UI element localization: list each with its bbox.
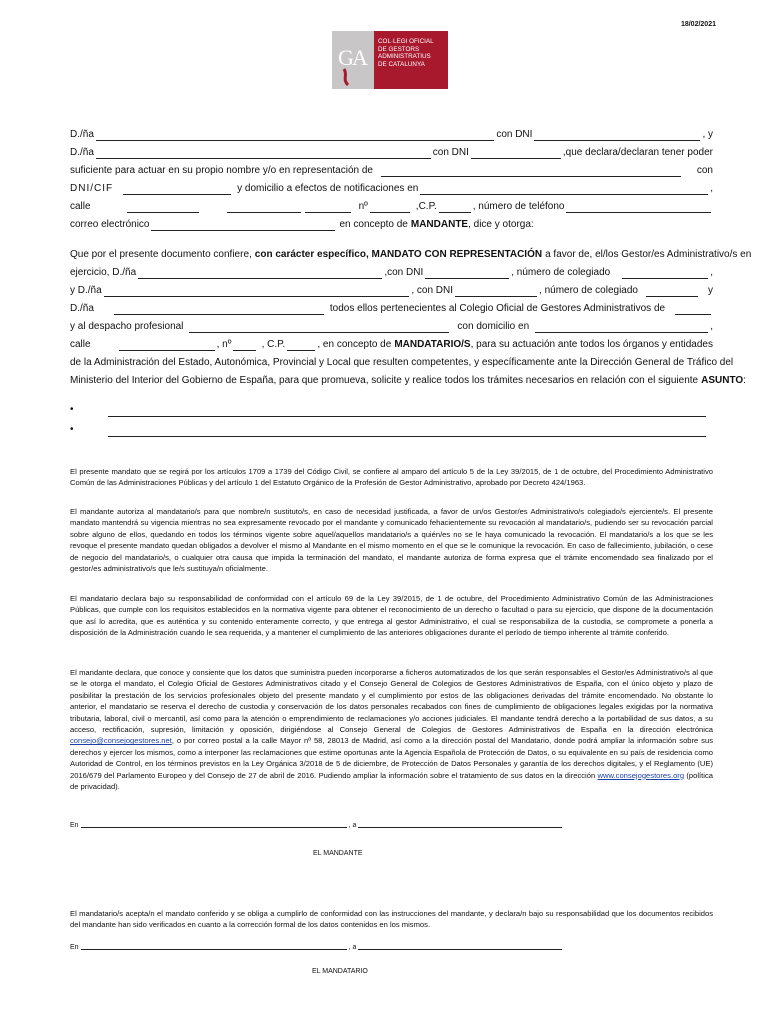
legal-paragraph-4 (70, 667, 713, 792)
form-row (70, 282, 713, 300)
field-label: , y (702, 129, 713, 140)
gestor-name-field[interactable] (138, 268, 382, 279)
asunto-item (70, 420, 713, 440)
field-label: , con DNI (411, 285, 454, 296)
text: Que por el presente documento confiere, (70, 249, 252, 260)
field-label: , número de colegiado (539, 285, 638, 296)
website-link[interactable]: www.consejogestores.org (597, 770, 685, 780)
form-row (70, 246, 752, 264)
form-row (70, 264, 713, 282)
field-label: , número de teléfono (472, 201, 565, 212)
address-field[interactable] (420, 184, 708, 195)
field-label: , a (348, 944, 357, 951)
logo-text: COL·LEGI OFICIAL DE GESTORS ADMINISTRATIUS DE CATALUNYA (374, 31, 448, 89)
field-label: en concepto de (339, 219, 408, 230)
asunto-list (70, 400, 713, 440)
date-field[interactable] (358, 942, 562, 950)
field-label: , número de colegiado (511, 267, 611, 278)
field-label: , nº (216, 339, 232, 350)
field-label: ,que declara/declaran tener poder (562, 147, 713, 158)
svg-text:A: A (352, 45, 368, 70)
field-label: y domicilio a efectos de notificaciones en (237, 183, 419, 194)
mandante-signature-label: EL MANDANTE (313, 850, 363, 857)
field-label: , dice y otorga: (468, 219, 534, 230)
text: El mandante declara, que conoce y consiente que los datos que suministra pueden incorporarse a ficheros automatizados de los que serán responsables el Gestor/es Administrativo/s al que se le otorga el mandato, el Colegio Oficial de Gestores Administrativos citado y el Consejo General de Colegios de Gestores Administrativos de España, con el único objeto y plazo de posibilitar la prestación de los servicios profesionales objeto del presente mandato y el cumplimiento por estos de las obligaciones derivadas del trámite encomendado. No obstante lo anterior, el mandatario se reserva el derecho de custodia y conservación de los datos personales recabados con fines de cumplimiento de obligaciones legales exigidas por la normativa tributaria, laboral, civil o mercantil, así como para la atención o emprendimiento de reclamaciones y/o acciones judiciales. El mandante tendrá derecho a la portabilidad de sus datos, a su acceso, rectificación, supresión, limitación y oposición, dirigiéndose al Consejo General de Colegios de Gestores Administrativos de España en la dirección electrónica (70, 668, 713, 735)
form-row (70, 216, 713, 234)
text-line: de la Administración del Estado, Autonómica, Provincial y Local que resulten competentes, y específicamente ante la Dirección General de Tráfico del (70, 357, 734, 368)
field-label: suficiente para actuar en su propio nombre y/o en representación de (70, 165, 373, 176)
form-row (70, 180, 713, 198)
mandante-label: MANDANTE (410, 219, 469, 230)
field-label: , C.P. (261, 339, 286, 350)
text: Ministerio del Interior del Gobierno de España, para que promueva, solicite y realice todos los trámites necesarios en relación con el siguiente (70, 375, 699, 386)
mandato-section (70, 246, 752, 390)
street-field[interactable] (227, 202, 301, 213)
field-label: calle (70, 201, 91, 212)
legal-paragraph-2: El mandante autoriza al mandatario/s para que nombre/n sustituto/s, en caso de necesidad justificada, a favor de un/os Gestor/es Administrativo/s colegiado/s ejerciente/s. El presente mandato mantendrá su vigencia mientras no sea expresamente revocado por el mandante y comunicado fehacientemente su revocación al mandatario/s, pudiendo ser su revocación parcial sobre alguno de ellos, quedando en todos los términos vigente sobre aquel/aquellos mandatario/s a quién/es no se le haya comunicado la revocación. El mandatario/s a los que se les revoque el presente mandato quedan obligados a devolver el mismo al Mandante en el mismo momento en el que se le comunique la revocación. En caso de fallecimiento, jubilación, o cese de negocio del mandatario/s, o cualquier otra causa que impida la terminación del mandato, el mandante autoriza de forma expresa que el trámite encomendado sea finalizado por el gestor/es administrativo/s que le/s sustituya/n oficialmente. (70, 507, 713, 574)
place-field[interactable] (81, 942, 347, 950)
address-field[interactable] (535, 322, 708, 333)
text: : (743, 375, 746, 386)
mandatarios-label: MANDATARIO/S (394, 339, 471, 350)
asunto-field[interactable] (108, 426, 706, 437)
field-label: calle (70, 339, 91, 350)
postal-code-field[interactable] (287, 340, 315, 351)
email-field[interactable] (151, 220, 335, 231)
number-field[interactable] (233, 340, 255, 351)
form-row (70, 126, 713, 144)
colegio-field[interactable] (675, 304, 711, 315)
form-row (70, 198, 713, 216)
gestor-name-field[interactable] (114, 304, 324, 315)
field-label: DNI/CIF (70, 183, 114, 194)
field-label: con DNI (496, 129, 533, 140)
field-label: con domicilio en (457, 321, 530, 332)
dni-field[interactable] (425, 268, 509, 279)
street-field[interactable] (127, 202, 199, 213)
representation-field[interactable] (381, 166, 681, 177)
mandante-section (70, 126, 713, 234)
field-label: nº (358, 201, 368, 212)
colegiado-field[interactable] (622, 268, 708, 279)
field-label: En (70, 822, 79, 829)
field-label: En (70, 944, 79, 951)
text: , para su actuación ante todos los órganos y entidades (470, 339, 713, 350)
street-field[interactable] (119, 340, 215, 351)
bullet: • (70, 424, 74, 435)
comma: , (710, 267, 713, 278)
email-link[interactable]: consejo@consejogestores.net (70, 736, 172, 746)
text: a favor de, el/los Gestor/es Administrativo/s en (545, 249, 752, 260)
svg-text:G: G (338, 45, 354, 70)
form-row (70, 144, 713, 162)
form-row (70, 318, 713, 336)
field-label: , a (348, 822, 357, 829)
field-label: , en concepto de (317, 339, 392, 350)
college-logo (332, 31, 448, 89)
comma: , (710, 183, 713, 194)
form-row (70, 162, 713, 180)
asunto-field[interactable] (108, 406, 706, 417)
dni-field[interactable] (455, 286, 537, 297)
number-field[interactable] (370, 202, 410, 213)
name-field[interactable] (96, 148, 431, 159)
legal-paragraph-1: El presente mandato que se regirá por los artículos 1709 a 1739 del Código Civil, se confiere al amparo del artículo 5 de la Ley 39/2015, de 1 de octubre, del Procedimiento Administrativo Común de las Administraciones Públicas y del artículo 1 del Estatuto Orgánico de la Profesión de Gestor Administrativo, aprobado por Decreto 424/1963. (70, 467, 713, 488)
dnicif-field[interactable] (123, 184, 231, 195)
field-label: con (696, 165, 713, 176)
bullet: • (70, 404, 74, 415)
field-label: ejercicio, D./ña (70, 267, 137, 278)
gestor-name-field[interactable] (104, 286, 410, 297)
field-label: correo electrónico (70, 219, 150, 230)
field-label: ,con DNI (384, 267, 424, 278)
form-row (70, 300, 713, 318)
document-date: 18/02/2021 (680, 21, 716, 28)
mandatario-signature-label: EL MANDATARIO (312, 968, 368, 975)
comma: , (710, 321, 713, 332)
postal-code-field[interactable] (439, 202, 471, 213)
mandatario-signature-line (70, 942, 713, 951)
logo-monogram (332, 31, 374, 89)
text: , o por correo postal a la calle Mayor nº 58, 28013 de Madrid, así como a la dirección postal del Mandatario, donde podrá ampliar la información sobre sus derechos y ejercer los mismos, como a interponer las reclamaciones que estime oportunas ante la Agencia Española de Protección de Datos, o su equivalente en su país de residencia como Autoridad de Control, en los términos previstos en la Ley Orgánica 3/2018 de 5 de diciembre, de Protección de Datos Personales y garantía de los derechos digitales, y el Reglamento (UE) 2016/679 del Parlamento Europeo y del Consejo de 27 de abril de 2016. Pudiendo ampliar la información sobre el tratamiento de sus datos en la dirección (70, 736, 713, 780)
dni-field[interactable] (534, 130, 700, 141)
text: (política de privacidad). (70, 770, 713, 792)
date-field[interactable] (358, 820, 562, 828)
despacho-field[interactable] (189, 322, 449, 333)
text-bold: con carácter específico, MANDATO CON REPRESENTACIÓN (254, 249, 543, 260)
place-field[interactable] (81, 820, 347, 828)
colegiado-field[interactable] (646, 286, 698, 297)
phone-field[interactable] (566, 202, 711, 213)
field-label: D./ña (70, 147, 94, 158)
form-row (70, 336, 713, 354)
street-field[interactable] (305, 202, 351, 213)
field-label: y al despacho profesional (70, 321, 184, 332)
field-label: y (708, 285, 713, 296)
field-label: ,C.P. (415, 201, 437, 212)
legal-paragraph-3: El mandatario declara bajo su responsabilidad de conformidad con el artículo 69 de la Ley 39/2015, de 1 de octubre, del Procedimiento Administrativo Común de las Administraciones Públicas, que cumple con los requisitos establecidos en la normativa vigente para obtener el reconocimiento de un derecho o facultad o para su ejercicio, que dispone de la documentación que así lo acredita, que es auténtica y su contenido enteramente correcto, y que entrega al gestor Administrativo, el cual se responsabiliza de la custodia, se compromete a ponerla a disposición de la Administración cuando le sea requerida, y a mantener el cumplimiento de las anteriores obligaciones durante el período de tiempo inherente al trámite conferido. (70, 594, 713, 638)
asunto-item (70, 400, 713, 420)
name-field[interactable] (96, 130, 494, 141)
field-label: y D./ña (70, 285, 102, 296)
form-row (70, 372, 746, 390)
field-label: D./ña (70, 129, 94, 140)
asunto-label: ASUNTO (701, 375, 744, 386)
mandante-signature-line (70, 820, 713, 829)
text: todos ellos pertenecientes al Colegio Oficial de Gestores Administrativos de (329, 303, 666, 314)
field-label: con DNI (432, 147, 469, 158)
acceptance-paragraph: El mandatario/s acepta/n el mandato conferido y se obliga a cumplirlo de conformidad con las instrucciones del mandante, y declara/n bajo su responsabilidad que los documentos recibidos del mandante han sido verificados en cuanto a la corrección formal de los datos contenidos en los mismos. (70, 909, 713, 930)
field-label: D./ña (70, 303, 94, 314)
dni-field[interactable] (471, 148, 561, 159)
